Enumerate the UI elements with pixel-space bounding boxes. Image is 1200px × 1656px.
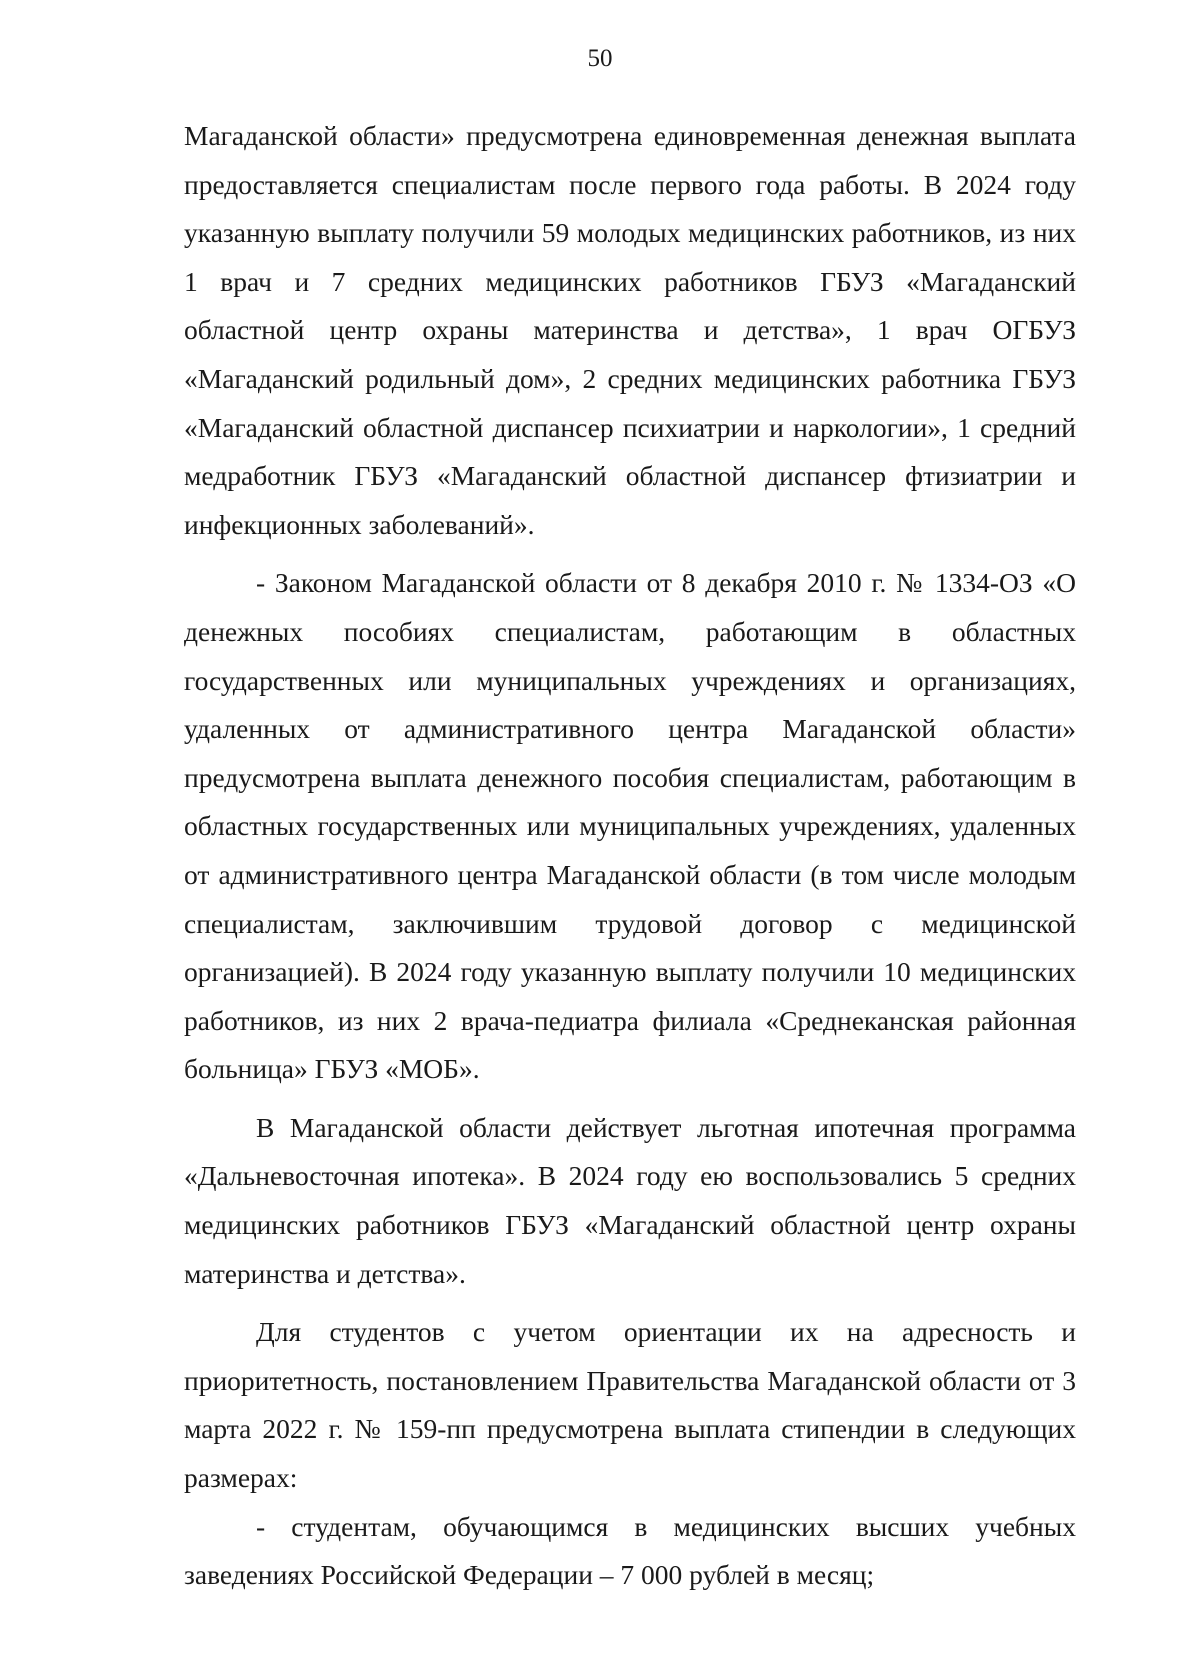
paragraph-scholarship-amount: - студентам, обучающимся в медицинских высших учебных заведениях Российской Федерации – 7 000 рублей в месяц; bbox=[184, 1510, 1076, 1591]
page-number: 50 bbox=[587, 45, 613, 72]
paragraph-student-scholarship: Для студентов с учетом ориентации их на адресность и приоритетность, постановлением Правительства Магаданской области от 3 марта 2022 г. № 159-пп предусмотрена выплата стипендии в следующих размерах: bbox=[184, 1316, 1076, 1494]
paragraph-remote-allowance: - Законом Магаданской области от 8 декабря 2010 г. № 1334-ОЗ «О денежных пособиях специалистам, работающим в областных государственных или муниципальных учреждениях и организациях, удаленных от административного центра Магаданской области» предусмотрена выплата денежного пособия специалистам, работающим в областных государственных или муниципальных учреждениях, удаленных от административного центра Магаданской области (в том числе молодым специалистам, заключившим трудовой договор с медицинской организацией). В 2024 году указанную выплату получили 10 медицинских работников, из них 2 врача-педиатра филиала «Среднеканская районная больница» ГБУЗ «МОБ». bbox=[184, 567, 1076, 1085]
paragraph-lump-sum-payment: Магаданской области» предусмотрена единовременная денежная выплата предоставляется специалистам после первого года работы. В 2024 году указанную выплату получили 59 молодых медицинских работников, из них 1 врач и 7 средних медицинских работников ГБУЗ «Магаданский областной центр охраны материнства и детства», 1 врач ОГБУЗ «Магаданский родильный дом», 2 средних медицинских работника ГБУЗ «Магаданский областной диспансер психиатрии и наркологии», 1 средний медработник ГБУЗ «Магаданский областной диспансер фтизиатрии и инфекционных заболеваний». bbox=[184, 120, 1076, 540]
document-body bbox=[184, 112, 1076, 1600]
paragraph-mortgage-program: В Магаданской области действует льготная ипотечная программа «Дальневосточная ипотека». В 2024 году ею воспользовались 5 средних медицинских работников ГБУЗ «Магаданский областной центр охраны материнства и детства». bbox=[184, 1111, 1076, 1289]
